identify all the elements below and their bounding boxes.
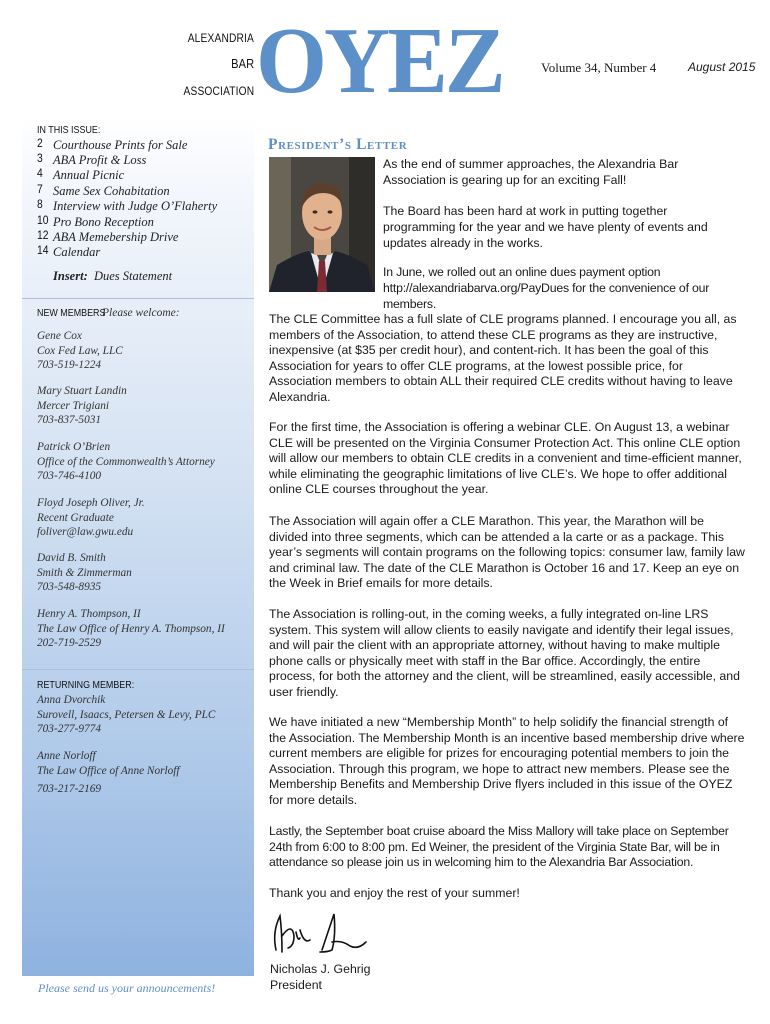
member-name: Gene Cox <box>37 330 82 342</box>
signature <box>270 902 370 962</box>
issue-title: Pro Bono Reception <box>53 215 154 229</box>
issue-title: Interview with Judge O’Flaherty <box>53 199 218 213</box>
issue-title: Courthouse Prints for Sale <box>53 138 188 152</box>
issue-title: ABA Profit & Loss <box>53 153 147 167</box>
issue-page: 7 <box>37 184 43 196</box>
sidebar-divider <box>22 298 254 299</box>
letter-paragraph: The CLE Committee has a full slate of CLE programs planned. I encourage you all, as members of the Association, to attend these CLE programs as they are instructive, inexpensive (at $35 per credit hour), and content-rich. It has been the goal of this Association for years to offer CLE programs, at the lowest possible price, for Association members to obtain ALL their required CLE credits without having to leave Alexandria. <box>269 312 737 404</box>
issue-date: August 2015 <box>688 60 756 74</box>
member-name: Patrick O’Brien <box>37 441 111 453</box>
masthead-org-line1: ALEXANDRIA <box>187 31 254 45</box>
member-org: Recent Graduate <box>37 511 114 524</box>
issue-page: 12 <box>37 230 49 242</box>
signer-title: President <box>270 978 322 992</box>
letter-paragraph: Lastly, the September boat cruise aboard the Miss Mallory will take place on September 24th from 6:00 to 8:00 pm. Ed Weiner, the president of the Virginia State Bar, will be in attendance so please join us in welcoming him to the Alexandria Bar Association. <box>269 824 729 870</box>
letter-intro-paragraph: As the end of summer approaches, the Alexandria Bar Association is gearing up for an exciting Fall! <box>383 157 679 187</box>
letter-intro-paragraph: In June, we rolled out an online dues payment option http://alexandriabarva.org/PayDues for the convenience of our members. <box>383 265 710 311</box>
member-contact: 703-837-5031 <box>37 414 102 426</box>
in-this-issue-heading: IN THIS ISSUE: <box>37 124 101 136</box>
volume-number: Volume 34, Number 4 <box>541 60 657 75</box>
masthead-org-line2: BAR <box>230 56 254 71</box>
member-entry <box>37 384 127 428</box>
member-org: The Law Office of Henry A. Thompson, II <box>37 622 225 635</box>
member-entry <box>37 607 225 651</box>
member-entry <box>37 693 215 737</box>
member-name: Floyd Joseph Oliver, Jr. <box>37 497 145 509</box>
newsletter-title: OYEZ <box>256 9 503 113</box>
member-entry <box>37 440 215 484</box>
new-members-subheading: Please welcome: <box>102 307 180 319</box>
issue-title: Annual Picnic <box>53 168 125 182</box>
letter-paragraph: The Association will again offer a CLE Marathon. This year, the Marathon will be divided into three segments, which can be attended a la carte or as a package. This year’s segments will contain programs on the following topics: consumer law, family law and criminal law. The date of the CLE Marathon is October 16 and 17. Keep an eye on the Week in Brief emails for more details. <box>269 514 745 591</box>
issue-page: 10 <box>37 215 49 227</box>
member-entry <box>37 749 180 797</box>
member-contact: 703-217-2169 <box>37 783 102 795</box>
insert-label: Insert: <box>53 269 88 283</box>
member-contact: 703-548-8935 <box>37 581 102 593</box>
member-org: Cox Fed Law, LLC <box>37 344 123 357</box>
signer-name: Nicholas J. Gehrig <box>270 962 371 976</box>
issue-page: 4 <box>37 168 43 180</box>
issue-page: 3 <box>37 153 43 165</box>
member-name: Mary Stuart Landin <box>37 385 127 397</box>
issue-title: Calendar <box>53 245 101 259</box>
issue-title: Same Sex Cohabitation <box>53 184 170 198</box>
member-name: Henry A. Thompson, II <box>37 608 141 620</box>
member-org: Office of the Commonwealth’s Attorney <box>37 455 215 468</box>
sidebar-divider <box>22 669 254 670</box>
returning-member-heading: RETURNING MEMBER: <box>37 679 135 691</box>
issue-page: 8 <box>37 199 43 211</box>
member-contact: foliver@law.gwu.edu <box>37 526 134 538</box>
letter-paragraph: The Association is rolling-out, in the coming weeks, a fully integrated on-line LRS system. This system will allow clients to easily navigate and identify their legal issues, and will pair the client with an appropriate attorney, without having to make multiple phone calls or physically meet with staff in the Bar office. Accordingly, the entire process, for both the attorney and the client, will be streamlined, easily accessible, and user friendly. <box>269 607 740 699</box>
member-org: Smith & Zimmerman <box>37 566 132 579</box>
letter-paragraph: We have initiated a new “Membership Month” to help solidify the financial strength of the Association. The Membership Month is an incentive based membership drive where current members are eligible for prizes for encouraging potential members to join the Association. Through this program, we hope to attract new members. Please see the Membership Benefits and Membership Drive flyers included in this issue of the OYEZ for more details. <box>269 715 745 807</box>
letter-paragraph: Thank you and enjoy the rest of your summer! <box>269 886 520 900</box>
member-entry <box>37 329 123 373</box>
letter-paragraph: For the first time, the Association is offering a webinar CLE. On August 13, a webinar CLE will be presented on the Virginia Consumer Protection Act. This online CLE option will allow our members to obtain CLE credits in a convenient and time-efficient manner, while eliminating the geographic limitations of live CLE’s. We hope to offer additional online CLE courses throughout the year. <box>269 420 742 497</box>
letter-intro-paragraph: The Board has been hard at work in putting together programming for the year and we have plenty of events and updates already in the works. <box>383 204 708 250</box>
member-contact: 202-719-2529 <box>37 637 102 649</box>
announcements-footer: Please send us your announcements! <box>38 981 216 995</box>
presidents-letter-heading: President’s Letter <box>268 136 408 153</box>
member-name: Anne Norloff <box>37 750 96 762</box>
member-name: David B. Smith <box>37 552 106 564</box>
member-name: Anna Dvorchik <box>37 694 106 706</box>
issue-page: 2 <box>37 138 43 150</box>
member-org: Mercer Trigiani <box>37 399 110 412</box>
member-contact: 703-519-1224 <box>37 359 102 371</box>
insert-note <box>53 269 172 284</box>
member-entry <box>37 496 145 540</box>
issue-page: 14 <box>37 245 49 257</box>
member-contact: 703-277-9774 <box>37 723 102 735</box>
member-org: The Law Office of Anne Norloff <box>37 764 180 777</box>
insert-text: Dues Statement <box>93 269 173 283</box>
new-members-heading: NEW MEMBERS <box>37 307 106 319</box>
masthead-org-line3: ASSOCIATION <box>183 84 254 98</box>
member-org: Surovell, Isaacs, Petersen & Levy, PLC <box>37 708 216 721</box>
member-entry <box>37 551 132 595</box>
issue-title: ABA Memebership Drive <box>53 230 179 244</box>
president-photo <box>269 157 375 292</box>
member-contact: 703-746-4100 <box>37 470 102 482</box>
